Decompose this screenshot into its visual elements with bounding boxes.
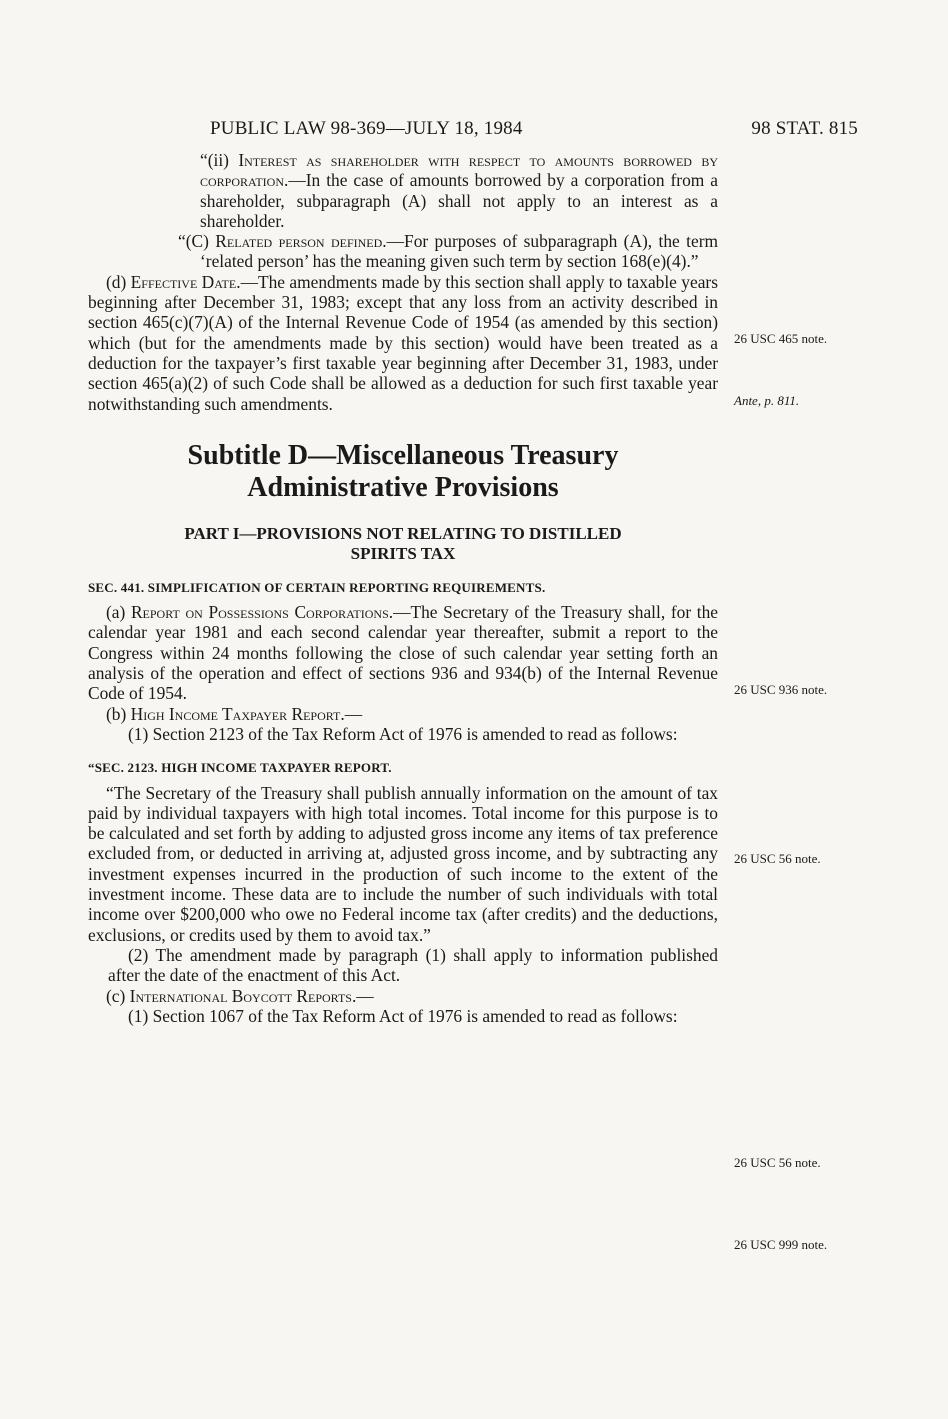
heading-boycott: International Boycott Reports.	[129, 985, 357, 1006]
paragraph-b1: (1) Section 2123 of the Tax Reform Act of 1976 is amended to read as follows:	[128, 723, 678, 744]
heading-related-person: Related person defined.	[215, 231, 387, 252]
section-441-heading: SEC. 441. SIMPLIFICATION OF CERTAIN REPORTING REQUIREMENTS.	[88, 579, 546, 595]
margin-note-ante: Ante, p. 811.	[734, 393, 800, 408]
margin-note-999: 26 USC 999 note.	[734, 1237, 828, 1252]
heading-effective-date: Effective Date.	[130, 271, 241, 292]
paragraph-b2: (2) The amendment made by paragraph (1) shall apply to information published after the date of the enactment of this Act.	[108, 944, 718, 986]
paragraph-b-high-income: (b) High Income Taxpayer Report.—	[106, 703, 363, 724]
margin-note-56b: 26 USC 56 note.	[734, 1155, 821, 1170]
margin-note-56a: 26 USC 56 note.	[734, 851, 821, 866]
paragraph-c-boycott: (c) International Boycott Reports.—	[106, 985, 374, 1006]
paragraph-c1: (1) Section 1067 of the Tax Reform Act of 1976 is amended to read as follows:	[128, 1005, 678, 1026]
part-heading: PART I—PROVISIONS NOT RELATING TO DISTILLED SPIRITS TAX	[184, 523, 622, 563]
paragraph-quoted-2123: “The Secretary of the Treasury shall publish annually information on the amount of tax paid by individual taxpayers with high total incomes. Total income for this purpose is to be calculated and set forth by adding to adjusted gross income any items of tax preference excluded from, or deducted in arriving at, adjusted gross income, and by subtracting any investment expenses incurred in the production of such income to the extent of the investment income. These data are to include the number of such individuals with total income over $200,000 who owe no Federal income tax (after credits) and the deductions, exclusions, or credits used by them to avoid tax.”	[88, 782, 718, 945]
subtitle-heading: Subtitle D—Miscellaneous Treasury Administrative Provisions	[187, 439, 619, 503]
heading-interest-as-shareholder: Interest as shareholder with respect to amounts borrowed by corporation.	[200, 150, 718, 191]
body-text	[88, 150, 718, 1026]
paragraph-c-related-person: “(C) Related person defined.—For purposes of subparagraph (A), the term ‘related person’ has the meaning given such term by section 168(e)(4).”	[178, 231, 719, 272]
header-title: PUBLIC LAW 98-369—JULY 18, 1984	[210, 118, 523, 139]
margin-note-936: 26 USC 936 note.	[734, 682, 828, 697]
heading-report-possessions: Report on Possessions Corporations.	[130, 602, 394, 623]
margin-note-465: 26 USC 465 note.	[734, 331, 828, 346]
header-page-number: 98 STAT. 815	[751, 118, 858, 139]
paragraph-d-effective-date: (d) Effective Date.—The amendments made by this section shall apply to taxable years beginning after December 31, 1983; except that any loss from an activity described in section 465(c)(7)(A) of the Internal Revenue Code of 1954 (as amended by this section) which (but for the amendments made by this section) would have been treated as a deduction for the taxpayer’s first taxable year beginning after December 31, 1983, under section 465(a)(2) of such Code shall be allowed as a deduction for such first taxable year notwithstanding such amendments.	[88, 271, 718, 414]
paragraph-a-possessions: (a) Report on Possessions Corporations.—The Secretary of the Treasury shall, for the calendar year 1981 and each second calendar year thereafter, submit a report to the Congress within 24 months following the close of such calendar year setting forth an analysis of the operation and effect of sections 936 and 934(b) of the Internal Revenue Code of 1954.	[88, 602, 718, 704]
running-header	[210, 118, 858, 144]
paragraph-ii: “(ii) Interest as shareholder with respect to amounts borrowed by corporation.—In the case of amounts borrowed by a corporation from a shareholder, subparagraph (A) shall not apply to an interest as a shareholder.	[200, 150, 718, 231]
heading-high-income: High Income Taxpayer Report.	[130, 703, 345, 724]
section-2123-heading: “SEC. 2123. HIGH INCOME TAXPAYER REPORT.	[88, 760, 392, 776]
